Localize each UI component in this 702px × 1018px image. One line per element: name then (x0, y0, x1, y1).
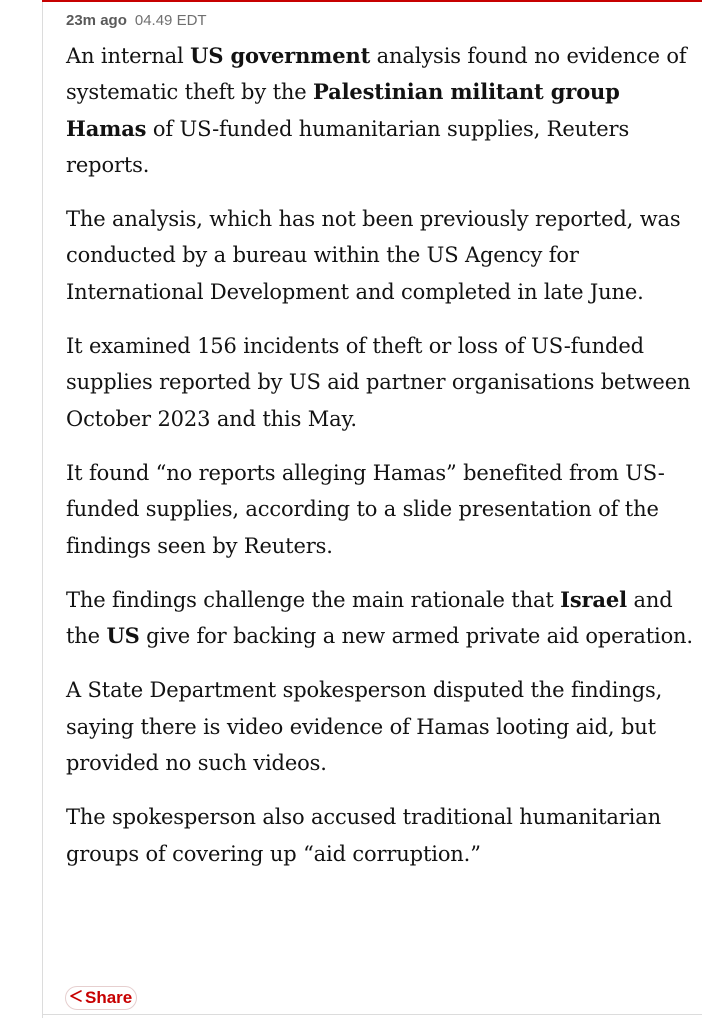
share-icon (69, 988, 85, 1008)
tag-link-israel[interactable]: Israel (560, 586, 627, 612)
text-segment: and the (66, 587, 673, 649)
share-label: Share (85, 988, 133, 1007)
text-segment: give for backing a new armed private aid operation. (139, 624, 693, 649)
paragraph-7: The spokesperson also accused traditional humanitarian groups of covering up “aid corruption.” (66, 805, 661, 866)
share-button[interactable] (65, 986, 137, 1010)
top-accent-rule (42, 0, 702, 2)
post-timestamp (66, 10, 207, 30)
absolute-time: 04.49 EDT (134, 11, 207, 29)
paragraph-3: It examined 156 incidents of theft or loss of US-funded supplies reported by US aid partner organisations between October 2023 and this May. (66, 334, 691, 431)
text-segment: of US-funded humanitarian supplies, Reuters reports. (66, 116, 630, 177)
paragraph-6: A State Department spokesperson disputed the findings, saying there is video evidence of Hamas looting aid, but provided no such videos. (66, 678, 663, 776)
paragraph-1 (66, 38, 696, 183)
left-border (42, 0, 43, 1018)
text-segment: An internal (66, 44, 191, 68)
bottom-border (42, 1014, 702, 1015)
text-segment: analysis found no evidence of systematic theft by the (66, 44, 687, 105)
relative-time: 23m ago (66, 11, 127, 29)
tag-link-hamas[interactable]: Palestinian militant group Hamas (66, 79, 620, 141)
tag-link-us-government[interactable]: US government (190, 43, 371, 68)
paragraph-5 (66, 582, 696, 655)
paragraph-4: It found “no reports alleging Hamas” benefited from US-funded supplies, according to a slide presentation of the findings seen by Reuters. (66, 460, 665, 558)
live-blog-post-body (66, 38, 696, 890)
text-segment: The findings challenge the main rationale that (66, 587, 561, 612)
tag-link-us[interactable]: US (106, 623, 140, 649)
paragraph-2: The analysis, which has not been previously reported, was conducted by a bureau within the US Agency for International Development and completed in late June. (66, 207, 681, 304)
